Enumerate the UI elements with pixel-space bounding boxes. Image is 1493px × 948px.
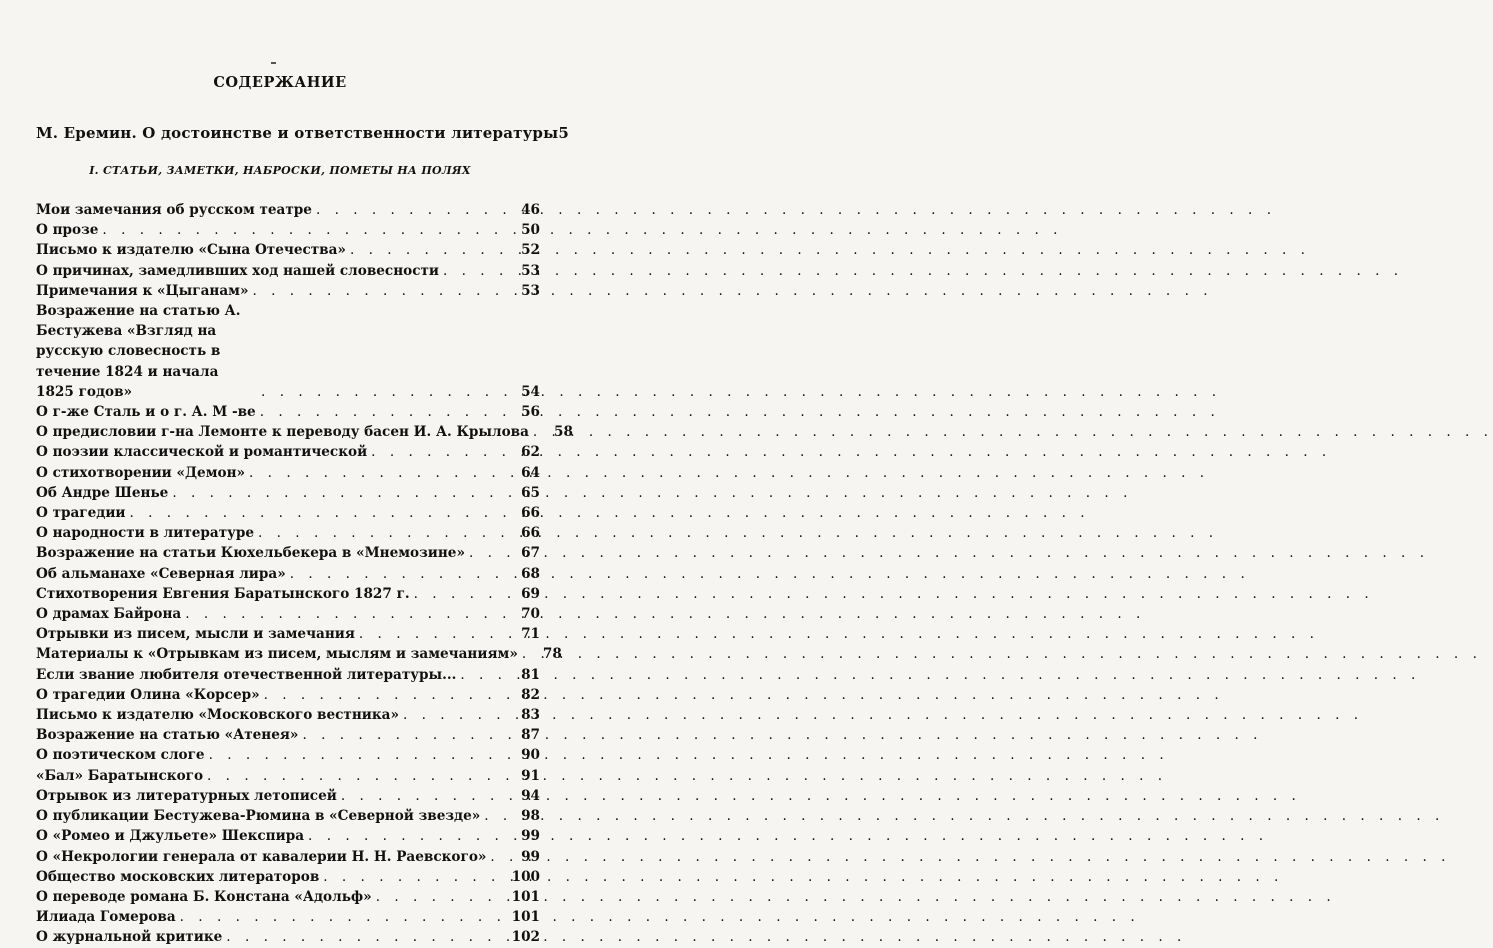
dot-leader [256,402,506,422]
toc-entry-page: 50 [521,222,540,239]
intro-entry-page: 5 [558,124,569,142]
toc-entry-title: «Бал» Баратынского [36,767,204,784]
toc-entry [36,584,540,604]
dot-leader [456,665,506,685]
dot-leader [337,786,506,806]
toc-entry-page: 87 [521,727,540,744]
dot-leader [480,806,506,826]
intro-entry-text: М. Еремин. О достоинстве и ответственности литературы [36,124,559,142]
toc-entry-title: О поэзии классической и романтической [36,444,368,461]
toc-entry [36,725,540,745]
toc-entry [36,503,540,523]
toc-entry [36,483,540,503]
toc-entry-page: 94 [521,787,540,804]
toc-entry-page: 68 [521,565,540,582]
toc-entry-title: Мои замечания об русском театре [36,202,312,218]
toc-entry-page: 52 [521,242,540,259]
dot-leader [346,240,506,260]
dot-leader [176,907,506,927]
toc-entry-page: 81 [521,666,540,683]
toc-entry-title: Возражение на статью «Атенея» [36,727,299,744]
dot-leader [355,624,506,644]
toc-entry-title: О «Некрологии генерала от кавалерии Н. Н. Раевского» [36,848,487,865]
toc-entry [36,927,540,947]
dot-leader [298,725,506,745]
dot-leader [205,745,506,765]
toc-entry [36,806,540,826]
toc-entry-title: О трагедии Олина «Корсер» [36,686,260,703]
dot-leader [312,200,506,220]
toc-entry-page: 102 [511,929,540,946]
toc-entry-title: Отрывок из литературных летописей [36,787,337,804]
toc-entry-title: Илиада Гомерова [36,909,176,926]
toc-entry-title: О народности в литературе [36,525,255,542]
dot-leader [372,887,506,907]
toc-entry-title: О г-же Сталь и о г. А. М -ве [36,404,256,421]
toc-entry-page: 69 [521,585,540,602]
toc-entry-page: 56 [521,404,540,421]
section-heading: I. СТАТЬИ, ЗАМЕТКИ, НАБРОСКИ, ПОМЕТЫ НА ПОЛЯХ [89,164,471,177]
toc-entry [36,261,540,281]
toc-entry [36,685,540,705]
toc-entry-title: Об альманахе «Северная лира» [36,565,286,582]
toc-entry-page: 53 [521,282,540,299]
dot-leader [181,604,506,624]
toc-entry-title: О причинах, замедливших ход нашей словесности [36,262,440,279]
toc-entry [36,281,540,301]
dot-leader [257,382,506,402]
toc-entry [36,907,540,927]
toc-entry-page: 64 [521,464,540,481]
toc-entry [36,826,540,846]
toc-entry-page: 99 [521,828,540,845]
toc-entry-title: О публикации Бестужева-Рюмина в «Северной звезде» [36,808,481,825]
intro-entry [36,124,569,146]
toc-entry-page: 65 [521,484,540,501]
toc-entry-title: О поэтическом слоге [36,747,205,764]
dot-leader [465,543,506,563]
toc-entry-title: О драмах Байрона [36,606,182,623]
dot-leader [203,766,506,786]
toc-entry-page: 101 [511,909,540,926]
dot-leader [245,463,506,483]
toc-entry [36,887,540,907]
toc-entry-title: О стихотворении «Демон» [36,464,246,481]
toc-entry-page: 78 [542,646,562,663]
toc-entry-title: О предисловии г-на Лемонте к переводу басен И. А. Крылова [36,424,529,441]
toc-entry [36,786,540,806]
toc-entry-page: 82 [521,686,540,703]
toc-entry-page: 62 [521,444,540,461]
dot-leader [126,503,506,523]
toc-entry [36,867,540,887]
dot-leader [529,422,539,442]
toc-entry [36,604,540,624]
toc-entry [36,705,540,725]
dot-leader [304,826,506,846]
toc-entry [36,220,540,240]
toc-entry-title: О трагедии [36,505,126,522]
toc-entry-title: Письмо к издателю «Московского вестника» [36,707,399,724]
toc-entry [36,523,540,543]
toc-entry [36,745,540,765]
page-title: СОДЕРЖАНИЕ [213,74,347,91]
toc-entry-title: Об Андре Шенье [36,484,169,501]
toc-entry [36,422,573,442]
toc-entry-title: Возражение на статью А. Бестужева «Взгляд на русскую словесность в течение 1824 и начала 1825 годов» [36,303,241,400]
toc-entry [36,644,562,664]
toc-entry [36,543,540,563]
toc-entry [36,200,540,220]
dot-leader [410,584,506,604]
toc-entry [36,301,540,402]
toc-entry-title: О «Ромео и Джульете» Шекспира [36,828,305,845]
toc-entry-page: 66 [521,505,540,522]
toc-entry [36,240,540,260]
toc-entry-title: Стихотворения Евгения Баратынского 1827 г. [36,585,410,602]
dot-leader [319,867,506,887]
toc-entry [36,766,540,786]
toc-entry [36,847,540,867]
toc-entry-page: 66 [521,525,540,542]
toc-entry-title: Возражение на статьи Кюхельбекера в «Мнемозине» [36,545,465,562]
toc-entry [36,463,540,483]
toc-list [36,200,573,948]
toc-entry-title: О переводе романа Б. Констана «Адольф» [36,888,372,905]
dot-leader [367,442,506,462]
toc-entry [36,564,540,584]
toc-entry [36,665,540,685]
toc-entry-page: 98 [521,808,540,825]
toc-entry-title: Письмо к издателю «Сына Отечества» [36,242,346,259]
dot-leader [168,483,506,503]
dot-leader [260,685,506,705]
toc-entry-page: 67 [521,545,540,562]
toc-entry-page: 58 [553,424,573,441]
toc-entry-page: 46 [521,202,540,218]
toc-entry [36,402,540,422]
toc-entry [36,624,540,644]
dot-leader [286,564,506,584]
dot-leader [98,220,506,240]
toc-entry-page: 100 [511,868,540,885]
dot-leader [248,281,506,301]
dot-leader [518,644,528,664]
print-mark [271,62,276,64]
dot-leader [486,847,506,867]
dot-leader [399,705,506,725]
toc-entry-title: О журнальной критике [36,929,223,946]
toc-entry-title: Отрывки из писем, мысли и замечания [36,626,355,643]
toc-entry-page: 83 [521,707,540,724]
toc-entry-page: 71 [521,626,540,643]
toc-entry-page: 91 [521,767,540,784]
dot-leader [439,261,506,281]
toc-entry [36,442,540,462]
toc-entry-page: 99 [521,848,540,865]
dot-leader [222,927,506,947]
toc-entry-page: 53 [521,262,540,279]
toc-entry-title: Примечания к «Цыганам» [36,282,249,299]
dot-leader [254,523,506,543]
toc-entry-page: 90 [521,747,540,764]
toc-entry-page: 101 [511,888,540,905]
toc-entry-title: Общество московских литераторов [36,868,320,885]
toc-entry-page: 70 [521,606,540,623]
toc-entry-title: Если звание любителя отечественной литературы... [36,666,457,683]
toc-entry-title: Материалы к «Отрывкам из писем, мыслям и замечаниям» [36,646,518,663]
toc-entry-title: О прозе [36,222,99,239]
toc-entry-page: 54 [521,383,540,400]
